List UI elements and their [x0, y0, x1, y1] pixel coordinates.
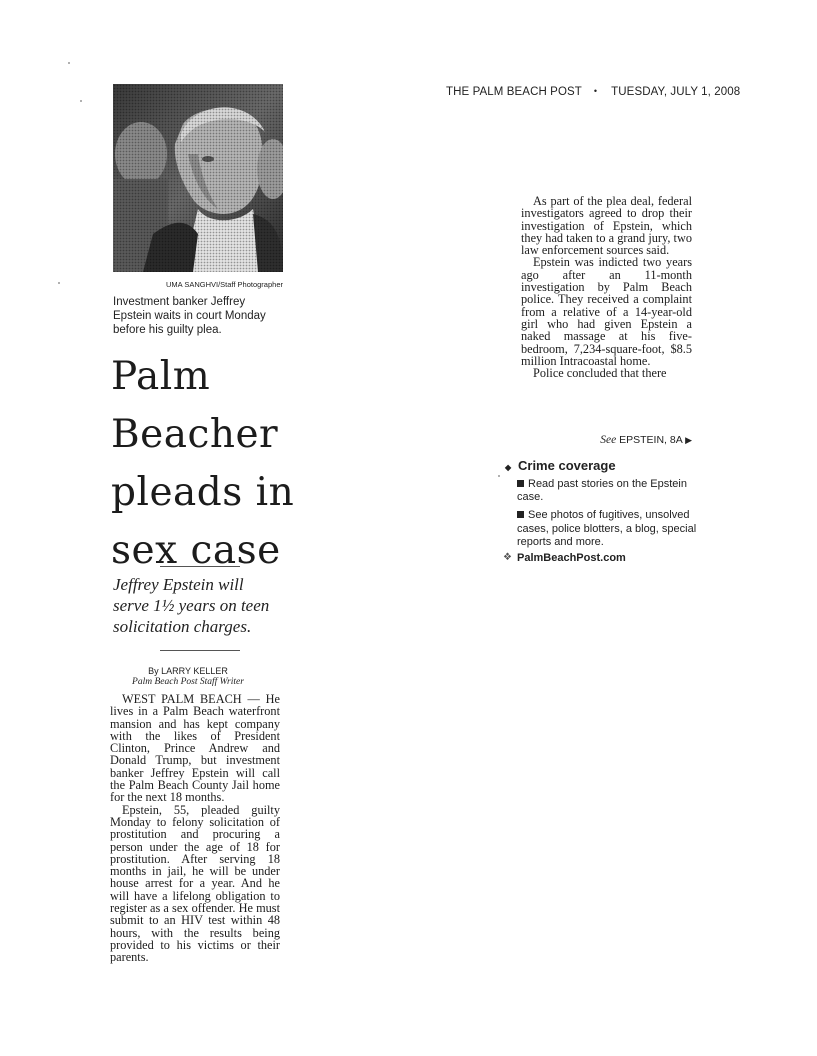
headline-line: Beacher	[111, 412, 279, 457]
crime-coverage-item-text: See photos of fugitives, unsolved cases, police blotters, a blog, special reports and more.	[517, 509, 697, 548]
website-link-text[interactable]: PalmBeachPost.com	[517, 552, 626, 565]
byline-staff: Palm Beach Post Staff Writer	[132, 677, 244, 687]
headline-divider	[160, 566, 240, 567]
article-paragraph: Epstein was indicted two years ago after an 11-month investigation by Palm Beach police. They received a complaint from a relative of a 14-year-old girl who had given Epstein a naked massage at his five-bedroom, 7,234-square-foot, $8.5 million Intracoastal home.	[521, 255, 692, 368]
scan-speck	[68, 62, 70, 64]
byline	[108, 666, 268, 688]
article-column-right	[521, 195, 692, 379]
byline-author: By LARRY KELLER	[148, 666, 228, 676]
article-column-left	[110, 693, 280, 964]
article-paragraph: As part of the plea deal, federal investigators agreed to drop their investigation of Epstein, which they had taken to a grand jury, two law enforcement sources said.	[521, 194, 692, 258]
square-bullet-icon	[517, 480, 524, 487]
headline-line: Palm	[111, 354, 211, 399]
headline	[111, 348, 296, 580]
pointer-icon: ❖	[503, 552, 512, 564]
article-paragraph: WEST PALM BEACH — He lives in a Palm Beach waterfront mansion and has kept company with the likes of President Clinton, Prince Andrew and Donald Trump, but investment banker Jeffrey Epstein will call the Palm Beach County Jail home for the next 18 months.	[110, 692, 280, 805]
deck-line: serve 1½ years on teen	[113, 596, 270, 615]
deck	[113, 574, 298, 637]
crime-coverage-box	[503, 458, 703, 564]
masthead	[446, 86, 741, 98]
headline-line: pleads in	[111, 470, 295, 515]
crime-coverage-title	[503, 458, 703, 473]
photo-jeffrey-epstein	[113, 84, 283, 272]
jump-target[interactable]: EPSTEIN, 8A	[619, 434, 683, 446]
scan-speck	[80, 100, 82, 102]
diamond-icon: ◆	[505, 463, 512, 472]
headline-line: sex case	[111, 528, 281, 573]
photo-caption: Investment banker Jeffrey Epstein waits in court Monday before his guilty plea.	[113, 296, 266, 336]
crime-coverage-item	[503, 509, 703, 549]
crime-coverage-item	[503, 478, 703, 504]
scan-speck	[58, 282, 60, 284]
article-paragraph: Epstein, 55, pleaded guilty Monday to felony solicitation of prostitution and procuring a person under the age of 18 for prostitution. After serving 18 months in jail, he will be under house arrest for a year. And he will have a lifelong obligation to register as a sex offender. He must submit to an HIV test within 48 hours, with the results being provided to his victims or their parents.	[110, 802, 280, 965]
newspaper-name: THE PALM BEACH POST	[446, 86, 582, 98]
crime-coverage-item-text: Read past stories on the Epstein case.	[517, 478, 687, 504]
scan-speck	[498, 475, 500, 477]
play-arrow-icon: ▶	[685, 435, 692, 445]
masthead-bullet: •	[593, 86, 598, 96]
issue-date: TUESDAY, JULY 1, 2008	[611, 86, 741, 98]
deck-divider	[160, 650, 240, 651]
photo-credit: UMA SANGHVI/Staff Photographer	[165, 280, 283, 289]
continuation-jump[interactable]	[521, 434, 692, 446]
deck-line: Jeffrey Epstein will	[113, 575, 244, 594]
jump-see-label: See	[600, 434, 617, 446]
square-bullet-icon	[517, 511, 524, 518]
crime-coverage-heading: Crime coverage	[518, 458, 616, 473]
article-paragraph: Police concluded that there	[533, 366, 667, 381]
website-link[interactable]	[503, 552, 703, 564]
deck-line: solicitation charges.	[113, 617, 252, 636]
